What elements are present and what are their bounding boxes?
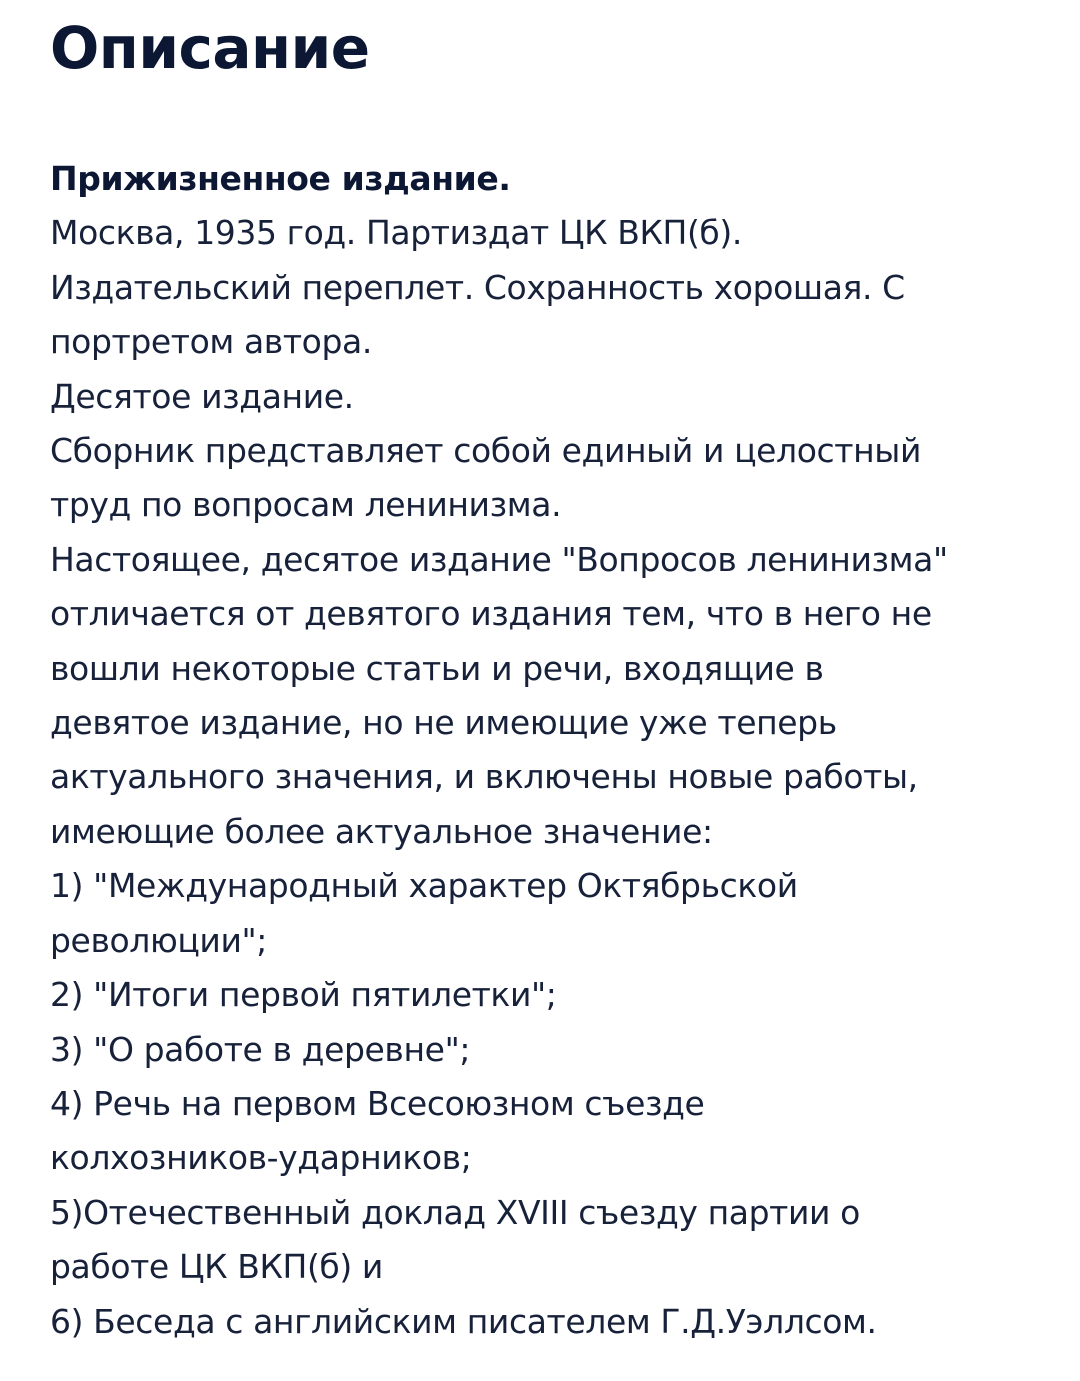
description-line: 5)Отечественный доклад XVIII съезду партии о [50,1192,860,1232]
description-line: вошли некоторые статьи и речи, входящие в [50,648,824,688]
description-line: девятое издание, но не имеющие уже теперь [50,703,837,743]
description-line: 1) "Международный характер Октябрьской [50,866,798,906]
description-line: актуального значения, и включены новые работы, [50,757,918,797]
description-line: 4) Речь на первом Всесоюзном съезде [50,1083,705,1123]
description-line: работе ЦК ВКП(б) и [50,1247,383,1287]
description-line: Десятое издание. [50,376,354,416]
description-line: колхозников-ударников; [50,1138,472,1178]
description-line: Настоящее, десятое издание "Вопросов ленинизма" [50,539,948,579]
description-line: Сборник представляет собой единый и целостный [50,431,921,471]
description-line: 6) Беседа с английским писателем Г.Д.Уэллсом. [50,1301,877,1341]
description-line: 3) "О работе в деревне"; [50,1029,471,1069]
description-line: Прижизненное издание. [50,159,511,198]
section-title: Описание [50,14,370,82]
description-line: революции"; [50,920,268,960]
description-line: Издательский переплет. Сохранность хорошая. С [50,267,905,307]
description-line: труд по вопросам ленинизма. [50,485,562,525]
description-section [50,0,1050,1349]
description-text [50,152,1050,1349]
description-line: Москва, 1935 год. Партиздат ЦК ВКП(б). [50,213,742,253]
description-line: имеющие более актуальное значение: [50,811,713,851]
description-line: портретом автора. [50,322,372,362]
description-line: отличается от девятого издания тем, что в него не [50,594,932,634]
description-line: 2) "Итоги первой пятилетки"; [50,975,557,1015]
